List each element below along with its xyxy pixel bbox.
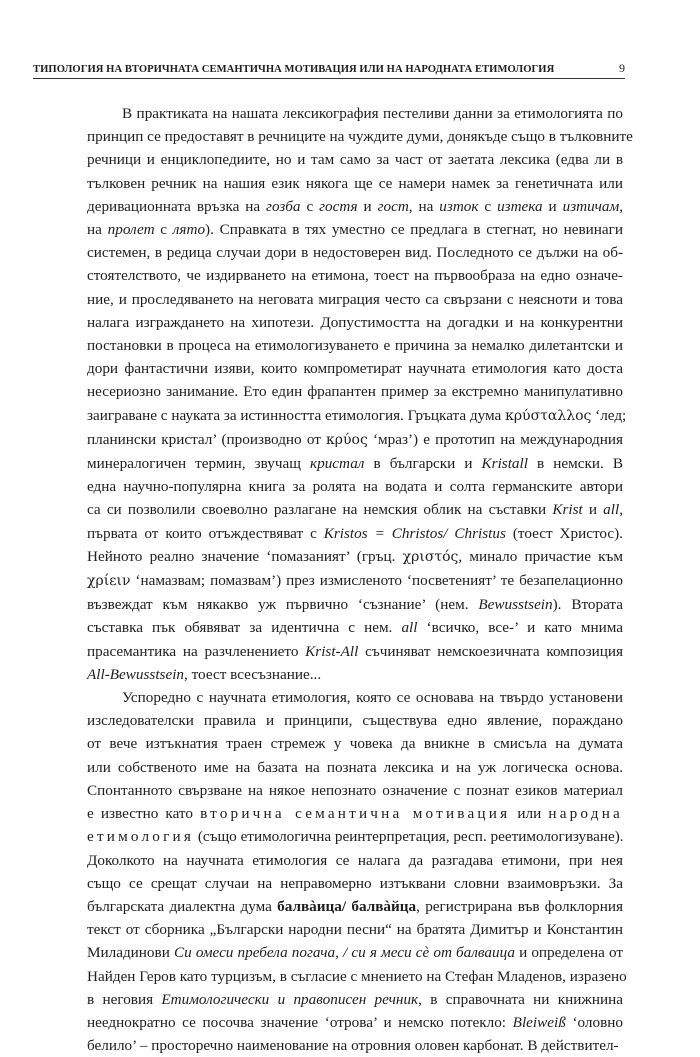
italic-term: all (603, 501, 620, 519)
text-run: постановки в процеса на етимологизуването е причина за немалко дилетантски и (87, 337, 623, 355)
text-line (87, 663, 623, 686)
text-run: и (582, 501, 604, 519)
text-run: Найден Геров като турцизъм, в съгласие с мнението на Стефан Младенов, изразено (87, 967, 627, 985)
text-line (87, 148, 623, 171)
text-line (87, 616, 623, 639)
text-line (87, 404, 627, 428)
text-run: ние, и проследяването на неговата миграция често са свързани с неясноти и това (87, 290, 623, 308)
text-run: в неговия (87, 990, 162, 1008)
text-run: българската диалектна дума (87, 897, 278, 915)
italic-term: изтека (497, 197, 543, 215)
text-line (87, 380, 623, 403)
page-number: 9 (618, 61, 625, 75)
italic-term: All-Bewusstsein (87, 665, 185, 683)
italic-term: Си омеси пребела погача, / си я меси сè от балваица (173, 944, 515, 962)
italic-term: Етимологически и правописен речник (161, 990, 419, 1008)
text-line (87, 195, 623, 218)
greek-word: κρύσταλλος (505, 407, 592, 424)
greek-word: κρύος (326, 431, 368, 448)
text-line (87, 593, 623, 616)
text-run: заиграване с науката за истинността етимология. Гръцката дума (87, 406, 506, 424)
text-line (87, 941, 623, 964)
text-line (87, 475, 623, 498)
text-line (87, 732, 623, 755)
italic-term: пролет (107, 221, 155, 239)
text-line (87, 452, 623, 475)
text-run: Миладинови (87, 944, 174, 962)
text-line (87, 569, 623, 593)
text-run: или (510, 805, 549, 823)
italic-term: изток (439, 197, 479, 215)
text-run: са си позволили своеволно разлагане на немския облик на съставки (87, 501, 553, 519)
text-line (87, 264, 623, 287)
text-run: изследователски правила и принципи, съществува едно явление, пораждано (87, 712, 623, 730)
running-header (33, 61, 625, 76)
italic-term: Kristos = Christos/ Christus (323, 524, 506, 542)
text-run: (също етимологична реинтерпретация, респ. реетимологизуване). (194, 828, 624, 846)
text-run: , (619, 197, 624, 215)
text-line (87, 988, 623, 1011)
text-line (87, 1011, 623, 1034)
text-run: Успоредно с научната етимология, която се основава на твърдо установени (122, 689, 623, 707)
text-run: прасемантика на разчленението (87, 642, 306, 660)
text-line (87, 241, 623, 264)
text-line (87, 498, 623, 521)
text-line (87, 872, 623, 895)
text-run: от вече изтъкнатия траен стремеж у човека да вникне в смисъла на думата (87, 735, 623, 753)
text-run: , (619, 501, 623, 519)
text-run: ‘оловно (565, 1013, 623, 1031)
text-line (87, 288, 623, 311)
italic-term: all (401, 619, 418, 637)
text-run: белило’ – просторечно наименование на отровния оловен карбонат. В действител- (87, 1037, 619, 1055)
text-run: (тоест Христос). (505, 524, 623, 542)
text-run: стоятелството, че издирването на етимона, тоест на първообраза на едно означе- (87, 267, 623, 285)
text-line (87, 218, 623, 241)
text-line (87, 779, 623, 802)
italic-term: Kristall (481, 455, 528, 473)
text-run: системен, в редица случаи дори в недостоверен вид. Последното се дължи на об- (87, 244, 623, 262)
italic-term: изтичам (562, 197, 620, 215)
text-line (87, 756, 623, 779)
text-run: Доколкото на научната етимология се налага да разгадава етимони, при нея (87, 851, 623, 869)
text-run: В практиката на нашата лексикография пестеливи данни за етимологията по (122, 105, 623, 122)
bold-term: балвàица/ балвàйца (277, 897, 417, 915)
text-line (87, 357, 623, 380)
text-run: налага изграждането на хипотези. Допустимостта на догадки и на конкурентни (87, 313, 623, 331)
spaced-term: етимология (87, 828, 195, 846)
text-run: текст от сборника „Български народни песни“ на братята Димитър и Константин (87, 921, 623, 939)
text-run: деривационната връзка на (87, 197, 267, 215)
text-line (87, 802, 623, 825)
text-run: дори фантастични изяви, които компрометират научната етимология като доста (87, 360, 623, 378)
text-line (87, 709, 623, 732)
greek-word: χρίειν (87, 573, 131, 590)
text-run: или собственото име на базата на позната лексика и на уж логическа основа. (87, 758, 623, 776)
text-run: ‘намазвам; помазвам’) през измисленото ‘посветеният’ те безапелационно (130, 572, 623, 590)
text-run: , на (408, 197, 440, 215)
text-run: също се срещат случаи на неправомерно изтъквани словни взаимовръзки. За (87, 874, 623, 892)
text-run: речници и енциклопедиите, но и там само за част от заетата лексика (едва ли в (87, 151, 623, 169)
text-line (87, 965, 627, 988)
spaced-term: народна (548, 805, 623, 823)
text-run: принцип се предоставят в речниците на чуждите думи, донякъде също в тълковните (87, 128, 633, 146)
text-run: несериозно занимание. Ето един фрапантен пример за екстремно манипулативно (87, 383, 623, 401)
italic-term: Bleiweiß (512, 1013, 566, 1031)
text-run: , в справочната ни книжнина (418, 990, 623, 1008)
text-run: с (154, 221, 173, 239)
text-run: ). Справката в тях уместно се предлага в стегнат, но невинаги (205, 221, 623, 239)
italic-term: лято (172, 221, 206, 239)
italic-term: гозба (266, 197, 301, 215)
text-line (87, 895, 623, 918)
running-title: ТИПОЛОГИЯ НА ВТОРИЧНАТА СЕМАНТИЧНА МОТИВАЦИЯ ИЛИ НА НАРОДНАТА ЕТИМОЛОГИЯ (33, 64, 555, 75)
text-run: минералогичен термин, звучащ (87, 455, 311, 473)
text-run: в немски. В (527, 455, 623, 473)
italic-term: гостя (319, 197, 358, 215)
text-run: , регистрирана във фолклорния (416, 897, 624, 915)
text-run: една научно-популярна книга за ролята на водата и солта германските автори (87, 478, 623, 496)
greek-word: χριστός (402, 548, 459, 565)
text-run: ‘мраз’) е прототип на международния (367, 430, 623, 448)
text-line (87, 334, 623, 357)
italic-term: гост (377, 197, 409, 215)
text-run: на (87, 221, 108, 239)
text-run: ). Втората (552, 596, 623, 614)
text-line (87, 825, 623, 848)
text-line (87, 686, 623, 709)
text-run: планински кристал’ (производно от (87, 430, 327, 448)
text-run: Нейното реално значение ‘помазаният’ (гръц. (87, 547, 403, 565)
italic-term: Krist-All (305, 642, 359, 660)
italic-term: Bewusstsein (478, 596, 553, 614)
text-run: с (478, 197, 498, 215)
text-run: и определена от (514, 944, 624, 962)
text-run: и (542, 197, 563, 215)
text-line (87, 918, 623, 941)
text-run: нееднократно се посочва значение ‘отрова’ и немско потекло: (87, 1013, 513, 1031)
italic-term: Krist (552, 501, 583, 519)
text-run: ‘лед; (591, 406, 627, 424)
text-line (87, 640, 623, 663)
text-run: с (300, 197, 320, 215)
text-line (87, 311, 623, 334)
text-run: ‘всичко, все-’ и като мнима (417, 619, 623, 637)
text-run: е известно като (87, 805, 201, 823)
text-line (87, 545, 623, 569)
text-run: Спонтанното свързване на някое непознато означение с познат езиков материал (87, 781, 623, 799)
text-run: в български и (364, 455, 482, 473)
text-line (87, 125, 633, 148)
text-run: , тоест всесъзнание... (184, 665, 322, 683)
text-line (87, 102, 623, 125)
text-run: тълковен речник на нашия език някога ще се намери намек за генетичната или (87, 174, 623, 192)
text-line (87, 428, 623, 452)
text-run: и (357, 197, 378, 215)
text-line (87, 1034, 623, 1057)
italic-term: кристал (310, 455, 365, 473)
text-run: , минало причастие към (458, 547, 623, 565)
text-run: съставка пък обявяват за идентична с нем. (87, 619, 402, 637)
text-line (87, 849, 623, 872)
spaced-term: вторична семантична мотивация (200, 805, 511, 823)
header-rule (33, 78, 625, 79)
text-run: възвеждат към някакво уж първично ‘съзнание’ (нем. (87, 596, 479, 614)
text-line (87, 172, 623, 195)
body-text (87, 102, 633, 1057)
text-run: съчиняват немскоезичната композиция (358, 642, 623, 660)
text-run: първата от които отъждествяват с (87, 524, 324, 542)
text-line (87, 522, 623, 545)
